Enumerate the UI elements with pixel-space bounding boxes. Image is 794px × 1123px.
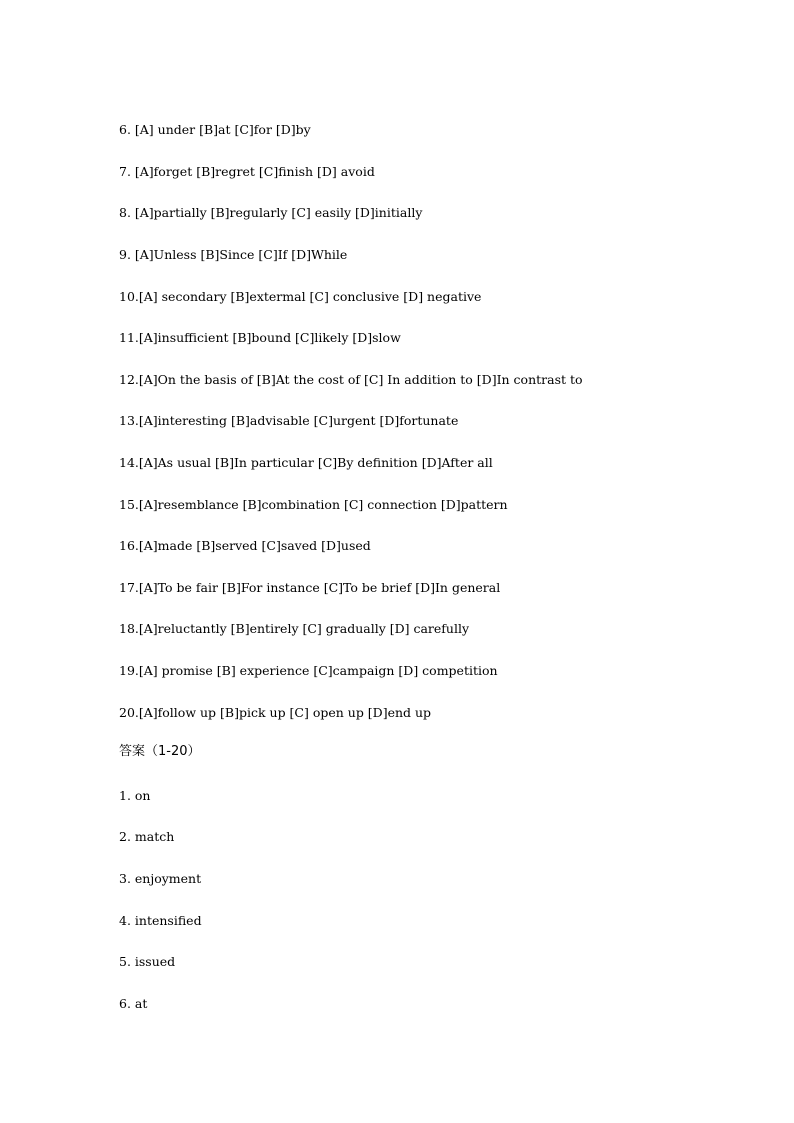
question-line-16: 16.[A]made [B]served [C]saved [D]used (119, 538, 371, 553)
question-line-9: 9. [A]Unless [B]Since [C]If [D]While (119, 247, 348, 262)
question-line-14: 14.[A]As usual [B]In particular [C]By definition [D]After all (119, 455, 493, 470)
question-line-10: 10.[A] secondary [B]extermal [C] conclusive [D] negative (119, 289, 482, 304)
answer-line-3: 3. enjoyment (119, 871, 202, 886)
answers-heading: 答案（1-20） (119, 744, 201, 759)
question-line-13: 13.[A]interesting [B]advisable [C]urgent [D]fortunate (119, 413, 459, 428)
answer-line-1: 1. on (119, 788, 151, 803)
question-line-19: 19.[A] promise [B] experience [C]campaign [D] competition (119, 663, 498, 678)
question-line-18: 18.[A]reluctantly [B]entirely [C] gradually [D] carefully (119, 621, 470, 636)
question-line-7: 7. [A]forget [B]regret [C]finish [D] avoid (119, 164, 375, 179)
question-line-11: 11.[A]insufficient [B]bound [C]likely [D]slow (119, 330, 401, 345)
question-line-6: 6. [A] under [B]at [C]for [D]by (119, 122, 311, 137)
answer-line-5: 5. issued (119, 954, 176, 969)
question-line-20: 20.[A]follow up [B]pick up [C] open up [D]end up (119, 705, 432, 720)
answer-line-2: 2. match (119, 829, 175, 844)
answer-line-6: 6. at (119, 996, 148, 1011)
question-line-15: 15.[A]resemblance [B]combination [C] connection [D]pattern (119, 497, 508, 512)
answer-line-4: 4. intensified (119, 913, 202, 928)
question-line-17: 17.[A]To be fair [B]For instance [C]To be brief [D]In general (119, 580, 501, 595)
question-line-8: 8. [A]partially [B]regularly [C] easily [D]initially (119, 205, 423, 220)
question-line-12: 12.[A]On the basis of [B]At the cost of [C] In addition to [D]In contrast to (119, 372, 583, 387)
